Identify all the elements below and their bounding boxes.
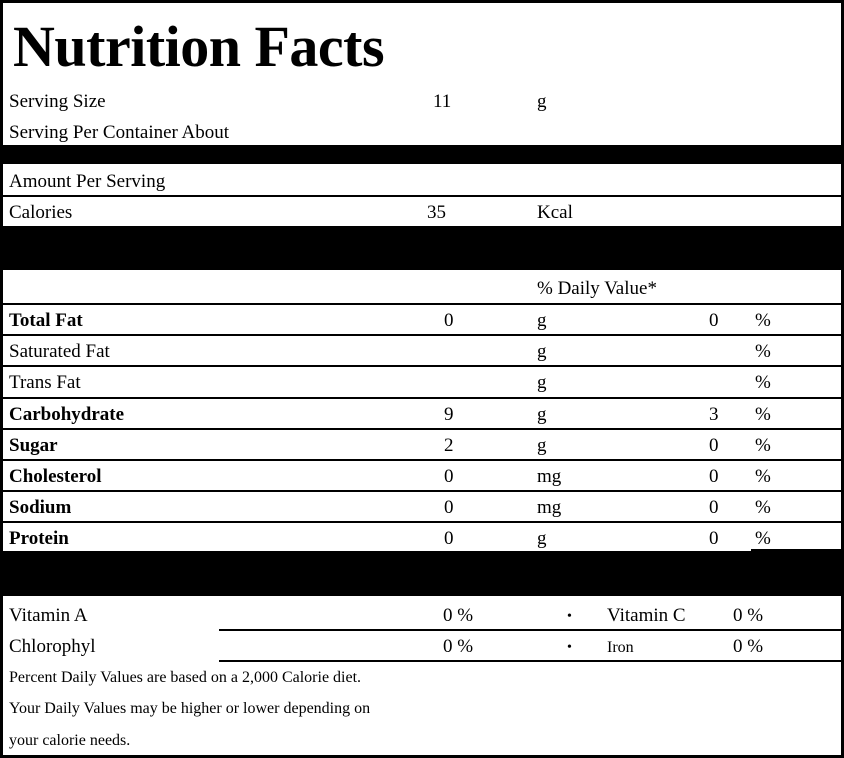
- nutrient-percent-sign: %: [755, 497, 771, 518]
- footnote-line-1: Percent Daily Values are based on a 2,000 Calorie diet.: [9, 669, 362, 686]
- row-divider: [3, 303, 841, 305]
- nutrient-daily-value: 0: [709, 497, 719, 518]
- calories-label: Calories: [9, 202, 73, 223]
- nutrient-unit: mg: [537, 497, 562, 518]
- servings-per-container-label: Serving Per Container About: [9, 122, 230, 143]
- nutrient-name: Carbohydrate: [9, 404, 125, 425]
- nutrient-name: Total Fat: [9, 310, 83, 331]
- amount-per-serving-label: Amount Per Serving: [9, 171, 166, 192]
- nutrient-unit: g: [537, 435, 547, 456]
- chlorophyl-label: Chlorophyl: [9, 636, 96, 657]
- nutrient-unit: g: [537, 341, 547, 362]
- nutrient-amount: 9: [444, 404, 454, 425]
- thick-divider: [3, 551, 841, 596]
- row-divider: [219, 660, 841, 662]
- nutrient-daily-value: 0: [709, 466, 719, 487]
- daily-value-header: % Daily Value*: [537, 278, 657, 299]
- thick-divider: [3, 145, 841, 164]
- vitamin-c-label: Vitamin C: [607, 605, 686, 626]
- serving-size-unit: g: [537, 91, 547, 112]
- vitamin-c-value: 0 %: [733, 605, 764, 626]
- nutrient-name: Trans Fat: [9, 372, 81, 393]
- nutrient-unit: mg: [537, 466, 562, 487]
- nutrient-name: Sugar: [9, 435, 58, 456]
- nutrient-unit: g: [537, 404, 547, 425]
- bullet-icon: •: [567, 640, 572, 655]
- nutrient-percent-sign: %: [755, 466, 771, 487]
- nutrient-unit: g: [537, 528, 547, 549]
- bullet-icon: •: [567, 609, 572, 624]
- vitamin-a-value: 0 %: [443, 605, 474, 626]
- thick-divider: [751, 549, 841, 553]
- row-divider: [3, 490, 841, 492]
- nutrient-amount: 2: [444, 435, 454, 456]
- nutrient-amount: 0: [444, 310, 454, 331]
- row-divider: [219, 629, 841, 631]
- chlorophyl-value: 0 %: [443, 636, 474, 657]
- row-divider: [3, 428, 841, 430]
- nutrient-unit: g: [537, 310, 547, 331]
- row-divider: [3, 459, 841, 461]
- vitamin-a-label: Vitamin A: [9, 605, 88, 626]
- nutrient-daily-value: 0: [709, 528, 719, 549]
- nutrient-percent-sign: %: [755, 404, 771, 425]
- row-divider: [3, 365, 841, 367]
- thick-divider: [3, 226, 841, 270]
- nutrient-unit: g: [537, 372, 547, 393]
- row-divider: [3, 195, 841, 197]
- serving-size-value: 11: [433, 91, 452, 112]
- nutrient-amount: 0: [444, 497, 454, 518]
- serving-size-label: Serving Size: [9, 91, 106, 112]
- nutrient-percent-sign: %: [755, 341, 771, 362]
- nutrient-daily-value: 0: [709, 435, 719, 456]
- row-divider: [3, 521, 841, 523]
- nutrient-name: Cholesterol: [9, 466, 102, 487]
- nutrient-percent-sign: %: [755, 528, 771, 549]
- nutrient-name: Saturated Fat: [9, 341, 110, 362]
- nutrient-daily-value: 0: [709, 310, 719, 331]
- nutrient-amount: 0: [444, 528, 454, 549]
- footnote-line-2: Your Daily Values may be higher or lower depending on: [9, 700, 371, 717]
- iron-value: 0 %: [733, 636, 764, 657]
- nutrient-daily-value: 3: [709, 404, 719, 425]
- iron-label: Iron: [607, 639, 634, 656]
- calories-unit: Kcal: [537, 202, 573, 223]
- nutrient-percent-sign: %: [755, 372, 771, 393]
- nutrient-percent-sign: %: [755, 310, 771, 331]
- nutrient-percent-sign: %: [755, 435, 771, 456]
- calories-value: 35: [427, 202, 446, 223]
- row-divider: [3, 334, 841, 336]
- footnote-line-3: your calorie needs.: [9, 732, 131, 749]
- nutrient-amount: 0: [444, 466, 454, 487]
- row-divider: [3, 397, 841, 399]
- nutrient-name: Sodium: [9, 497, 72, 518]
- label-title: Nutrition Facts: [13, 14, 385, 79]
- nutrient-name: Protein: [9, 528, 69, 549]
